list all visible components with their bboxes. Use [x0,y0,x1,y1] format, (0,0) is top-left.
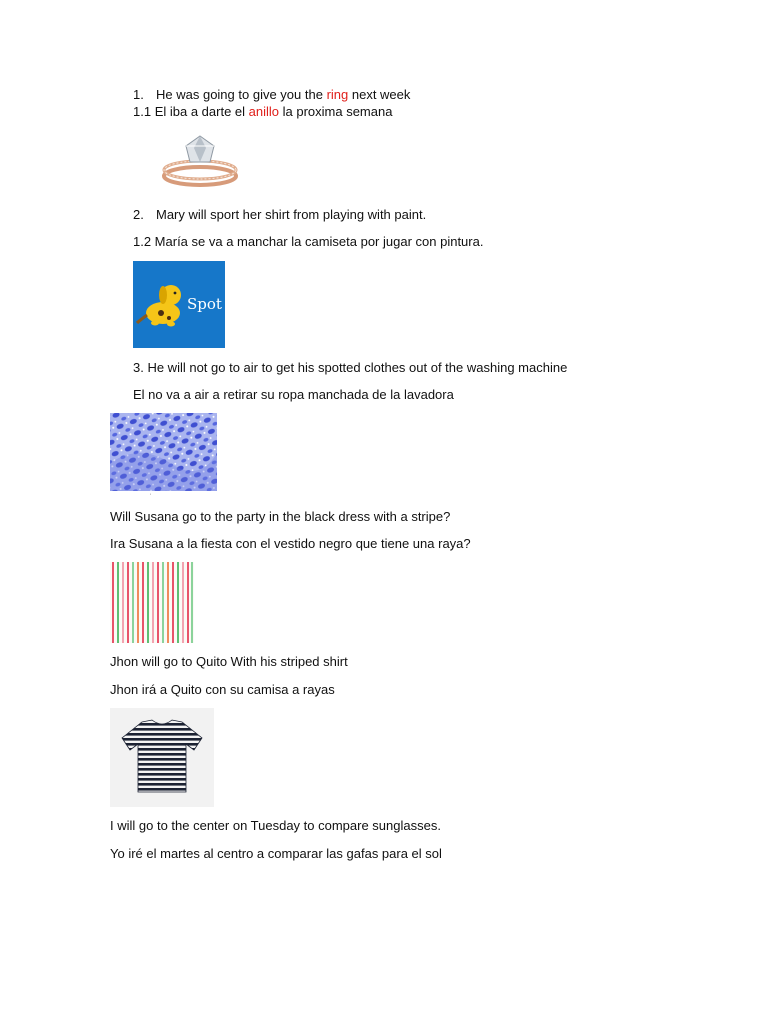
sentence-5-english: Jhon will go to Quito With his striped shirt [110,654,348,669]
sentence-6-english: I will go to the center on Tuesday to compare sunglasses. [110,818,441,833]
spot-label: Spot [187,295,222,313]
sentence-2-english [133,207,426,223]
spot-dog-icon [133,261,225,348]
sentence-text: He was going to give you the [156,87,327,102]
striped-tshirt-icon [110,708,214,807]
sentence-text: next week [348,87,411,102]
sentence-5-spanish: Jhon irá a Quito con su camisa a rayas [110,682,335,697]
list-number: 2. [133,207,144,222]
sentence-text: la proxima semana [279,104,393,119]
sentence-6-spanish: Yo iré el martes al centro a comparar las gafas para el sol [110,846,442,861]
stripes-icon [110,562,194,643]
sentence-text: Mary will sport her shirt from playing with paint. [156,207,427,222]
image-caption: ▪ [150,492,152,496]
highlighted-word: ring [326,87,349,102]
sentence-4-english: Will Susana go to the party in the black dress with a stripe? [110,509,451,524]
highlighted-word: anillo [248,104,280,119]
sentence-1-spanish [133,104,392,120]
spotted-fabric-icon [110,413,217,497]
sentence-3-english: 3. He will not go to air to get his spotted clothes out of the washing machine [133,360,568,375]
sentence-3-spanish: El no va a air a retirar su ropa manchada de la lavadora [133,387,454,402]
sentence-text: El iba a darte el [154,104,249,119]
sentence-2-spanish: 1.2 María se va a manchar la camiseta por jugar con pintura. [133,234,484,249]
ring-icon [158,130,242,192]
list-number: 1.1 [133,104,152,119]
sentence-4-spanish: Ira Susana a la fiesta con el vestido negro que tiene una raya? [110,536,471,551]
sentence-1-english [133,87,410,103]
list-number: 1. [133,87,144,102]
